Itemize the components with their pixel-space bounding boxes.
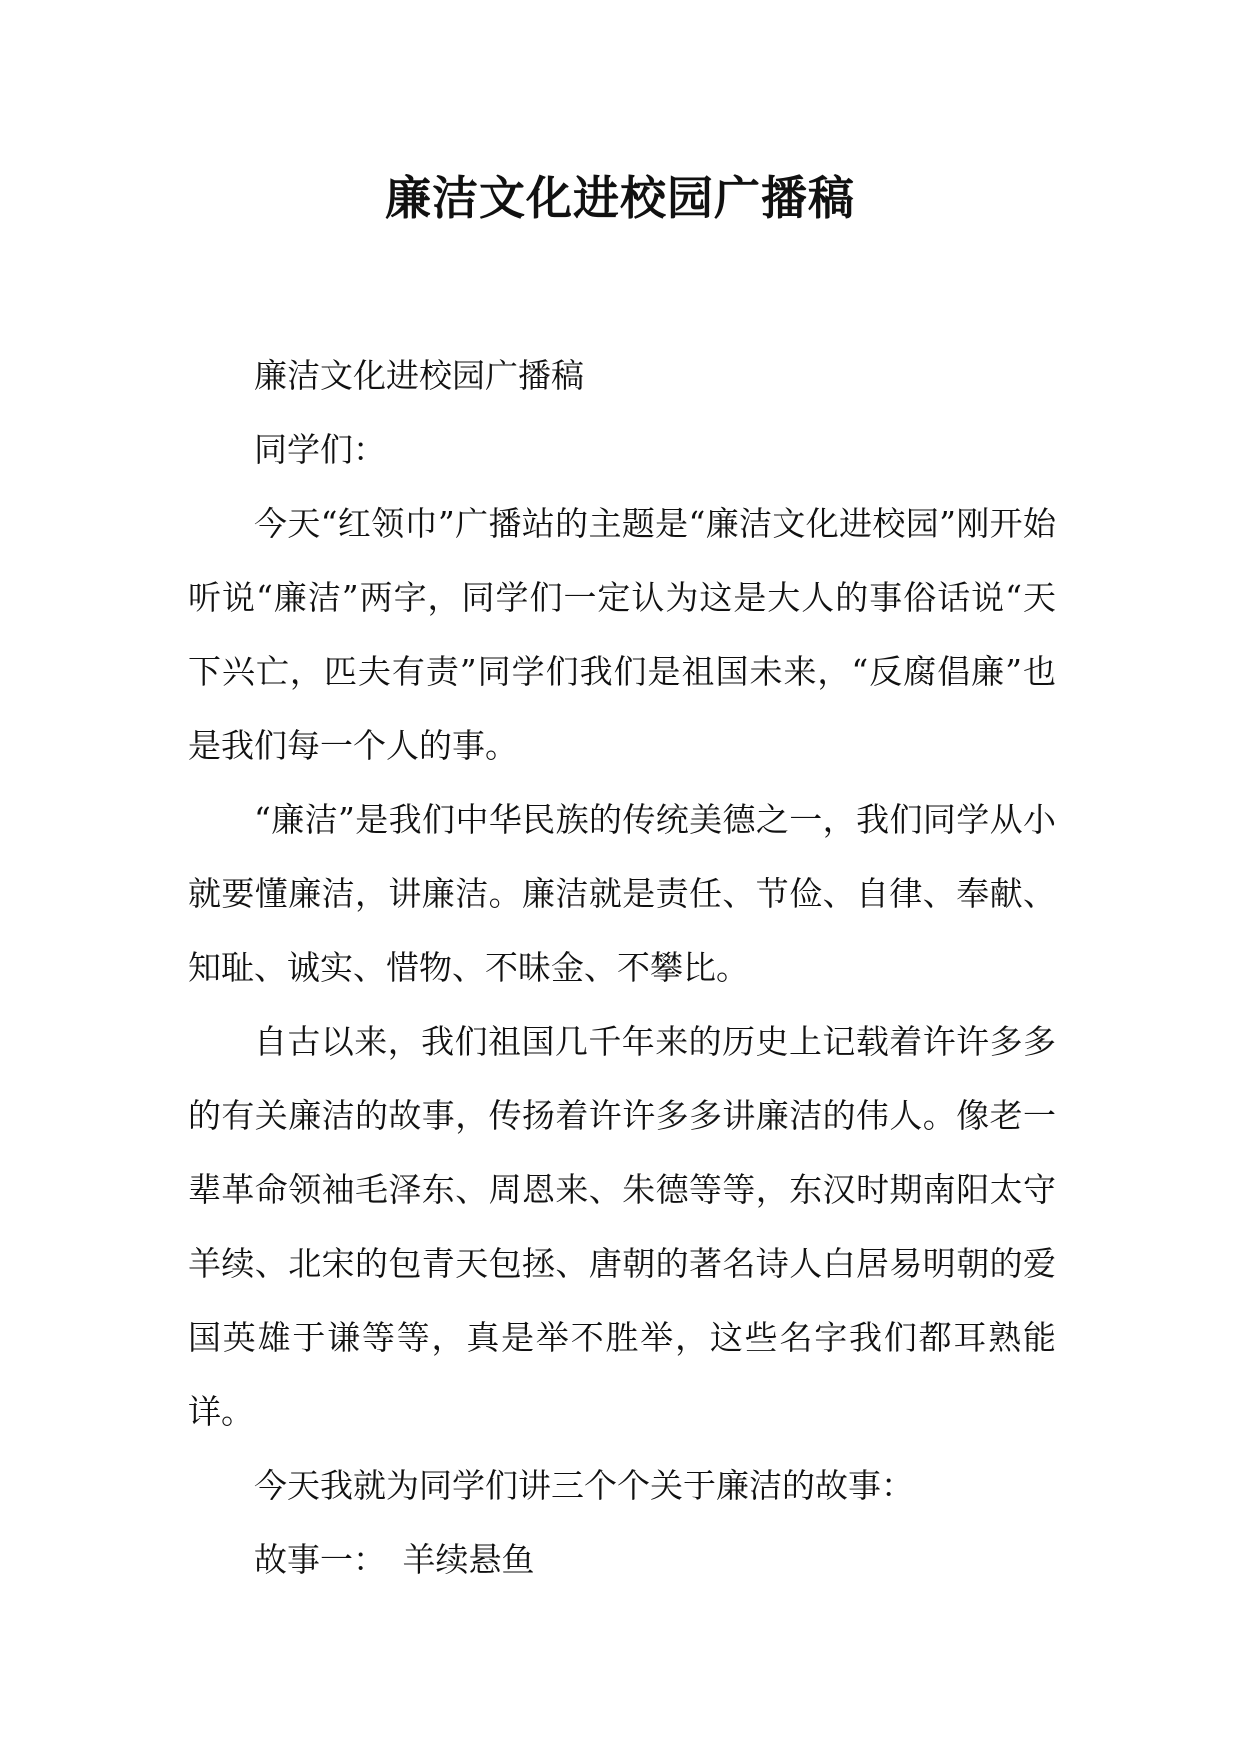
paragraph-virtue: “廉洁”是我们中华民族的传统美德之一，我们同学从小就要懂廉洁，讲廉洁。廉洁就是责任、节俭、自律、奉献、知耻、诚实、惜物、不昧金、不攀比。 (188, 800, 1056, 987)
paragraph-heading: 廉洁文化进校园广播稿 (254, 356, 584, 395)
paragraph-stories-intro: 今天我就为同学们讲三个个关于廉洁的故事： (254, 1466, 914, 1505)
paragraph-story-one: 故事一： 羊续悬鱼 (254, 1540, 535, 1579)
paragraph-intro: 今天“红领巾”广播站的主题是“廉洁文化进校园”刚开始听说“廉洁”两字，同学们一定认为这是大人的事俗话说“天下兴亡，匹夫有责”同学们我们是祖国未来，“反腐倡廉”也是我们每一个人的事。 (188, 504, 1056, 765)
paragraph-greeting: 同学们： (254, 430, 386, 469)
document-body (188, 339, 1056, 1597)
paragraph-history: 自古以来，我们祖国几千年来的历史上记载着许许多多的有关廉洁的故事，传扬着许许多多讲廉洁的伟人。像老一辈革命领袖毛泽东、周恩来、朱德等等，东汉时期南阳太守羊续、北宋的包青天包拯、唐朝的著名诗人白居易明朝的爱国英雄于谦等等，真是举不胜举，这些名字我们都耳熟能详。 (188, 1022, 1056, 1431)
document-title: 廉洁文化进校园广播稿 (385, 171, 855, 225)
